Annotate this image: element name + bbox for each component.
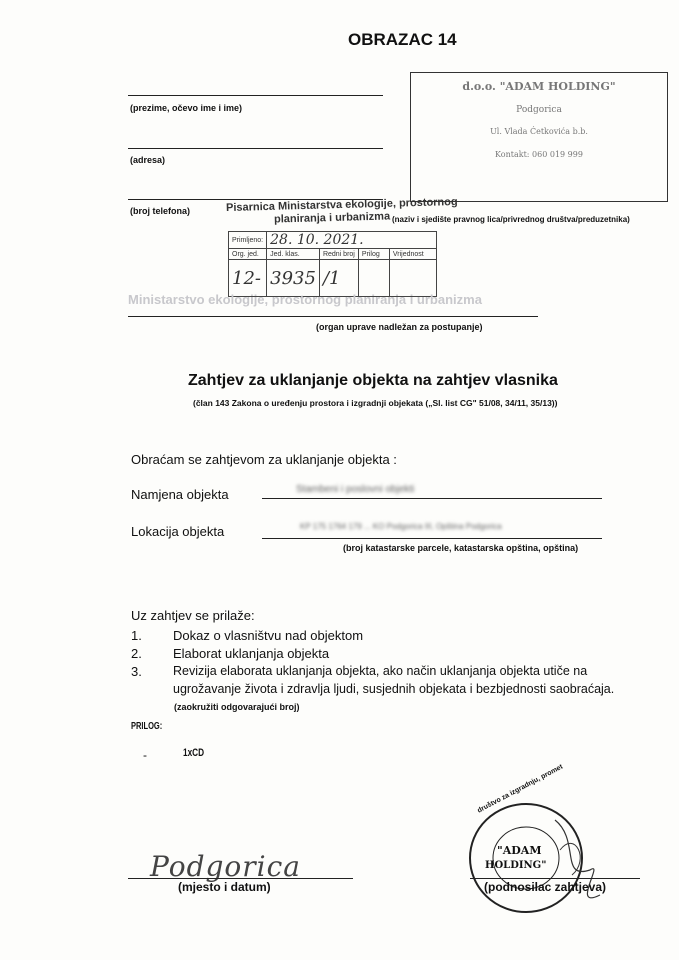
header-org-unit: Org. jed. bbox=[229, 249, 267, 260]
purpose-line bbox=[262, 498, 602, 499]
applicant-name-caption: (prezime, očevo ime i ime) bbox=[130, 103, 243, 113]
registry-number-part3: /1 bbox=[319, 260, 358, 297]
authority-name: Ministarstvo ekologije, prostornog planiranja i urbanizma bbox=[128, 292, 482, 307]
location-value: KP 175 1764 179 ... KO Podgorica III, Opština Podgorica bbox=[300, 522, 502, 531]
seal-text-top: društvo za izgradnju, promet bbox=[476, 763, 565, 815]
attachment-num-3: 3. bbox=[131, 664, 142, 679]
company-street: Ul. Vlada Ćetkovića b.b. bbox=[490, 127, 588, 136]
company-city: Podgorica bbox=[516, 105, 562, 115]
attachment-item-3-cont: ugrožavanje života i zdravlja ljudi, susjednih objekata i bezbjednosti saobraćaja. bbox=[173, 682, 615, 696]
attachments-note: (zaokružiti odgovarajući broj) bbox=[174, 702, 300, 712]
prilog-item: 1xCD bbox=[183, 747, 205, 759]
registry-number-part2: 3935 bbox=[267, 260, 320, 297]
attachment-item-1 bbox=[131, 628, 364, 643]
received-date: 28. 10. 2021. bbox=[267, 232, 437, 249]
purpose-label: Namjena objekta bbox=[131, 487, 229, 502]
authority-caption: (organ uprave nadležan za postupanje) bbox=[316, 322, 483, 332]
authority-line bbox=[128, 316, 538, 317]
header-attachment: Prilog bbox=[358, 249, 389, 260]
form-number: OBRAZAC 14 bbox=[348, 30, 457, 49]
seal-text-center2: HOLDING" bbox=[485, 860, 547, 871]
place-line bbox=[128, 878, 353, 879]
registry-stamp-table bbox=[228, 231, 437, 297]
request-intro: Obraćam se zahtjevom za uklanjanje objekta : bbox=[131, 452, 397, 467]
request-subtitle: (član 143 Zakona o uređenju prostora i izgradnji objekata („Sl. list CG" 51/08, 34/11, 35/13)) bbox=[193, 398, 558, 408]
applicant-address-caption: (adresa) bbox=[130, 155, 166, 165]
prilog-dash: - bbox=[143, 748, 147, 762]
registry-attachment-cell bbox=[358, 260, 389, 297]
received-label: Primljeno: bbox=[229, 232, 267, 249]
signature-line bbox=[470, 878, 640, 879]
header-class-unit: Jed. klas. bbox=[267, 249, 320, 260]
attachment-text-3: Revizija elaborata uklanjanja objekta, ako način uklanjanja objekta utiče na bbox=[173, 664, 588, 678]
attachments-heading: Uz zahtjev se prilaže: bbox=[131, 608, 255, 623]
company-contact: Kontakt: 060 019 999 bbox=[495, 150, 583, 159]
request-title: Zahtjev za uklanjanje objekta na zahtjev vlasnika bbox=[188, 372, 558, 389]
attachment-item-3 bbox=[131, 664, 588, 679]
applicant-address-line bbox=[128, 148, 383, 149]
purpose-value: Stambeni i poslovni objekti bbox=[296, 484, 415, 495]
prilog-label: PRILOG: bbox=[131, 721, 163, 732]
header-value: Vrijednost bbox=[389, 249, 436, 260]
company-caption: (naziv i sjedište pravnog lica/privrednog društva/preduzetnika) bbox=[392, 215, 630, 224]
header-serial-number: Redni broj bbox=[319, 249, 358, 260]
company-stamp bbox=[410, 72, 668, 202]
company-name: d.o.o. "ADAM HOLDING" bbox=[462, 80, 616, 93]
registry-office-line2: planiranja i urbanizma bbox=[273, 210, 391, 226]
location-label: Lokacija objekta bbox=[131, 524, 225, 539]
place-handwritten: Podgorica bbox=[150, 850, 301, 883]
place-caption: (mjesto i datum) bbox=[178, 880, 271, 894]
attachment-text-2: Elaborat uklanjanja objekta bbox=[173, 646, 330, 661]
attachment-num-2: 2. bbox=[131, 646, 142, 661]
location-caption: (broj katastarske parcele, katastarska opština, opština) bbox=[343, 543, 579, 553]
applicant-phone-caption: (broj telefona) bbox=[130, 206, 190, 216]
attachment-text-1: Dokaz o vlasništvu nad objektom bbox=[173, 628, 364, 643]
seal-text-center1: "ADAM bbox=[497, 844, 542, 857]
applicant-name-line bbox=[128, 95, 383, 96]
registry-number-part1: 12- bbox=[229, 260, 267, 297]
attachment-num-1: 1. bbox=[131, 628, 142, 643]
registry-office-line1: Pisarnica Ministarstva ekologije, prostornog bbox=[225, 195, 458, 215]
registry-value-cell bbox=[389, 260, 436, 297]
signature-caption: (podnosilac zahtjeva) bbox=[484, 880, 607, 894]
location-line bbox=[262, 538, 602, 539]
attachment-item-2 bbox=[131, 646, 330, 661]
